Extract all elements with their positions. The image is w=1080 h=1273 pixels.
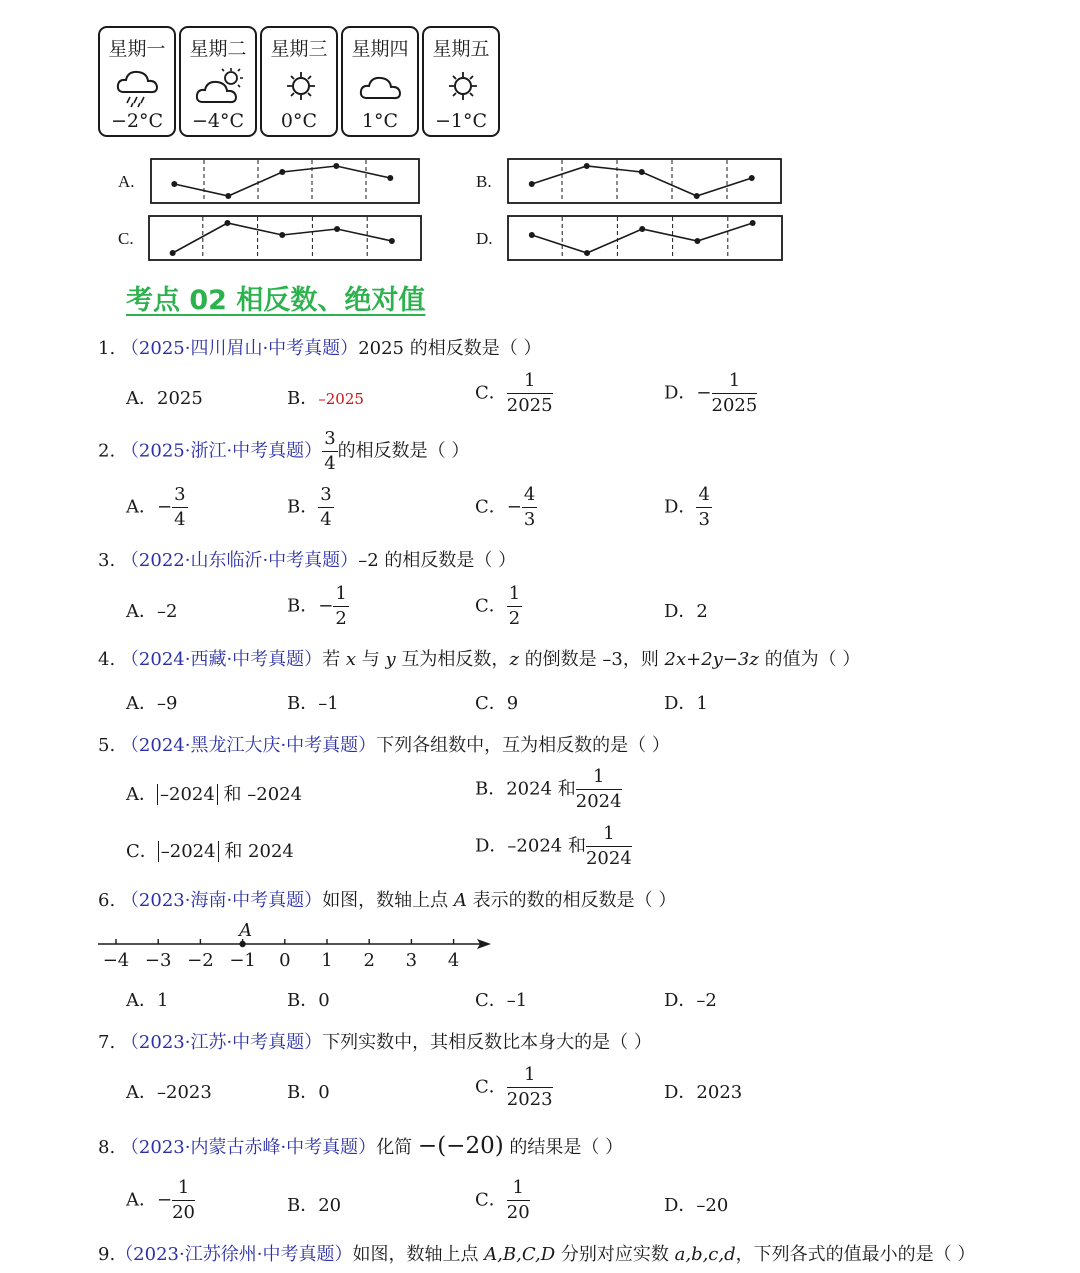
weather-temp: −2°C (110, 110, 164, 132)
chart-point (639, 226, 645, 232)
option-c[interactable]: C． –2024 和 2024 (126, 841, 294, 862)
chart-option-label: D. (476, 229, 493, 248)
option-a[interactable]: A．–2 (126, 601, 178, 622)
chart-point (639, 169, 645, 175)
option-a[interactable]: A．− $\frac{3}{4}$ (126, 484, 186, 530)
option-a[interactable]: A．–9 (126, 693, 178, 714)
question-text: –2 的相反数是（ ） (358, 550, 517, 571)
option-d[interactable]: D．–2024 和 $\frac{1}{2024}$ (475, 823, 632, 869)
weather-temp: 1°C (361, 110, 399, 132)
chart-option-b (507, 158, 782, 204)
chart-point (584, 163, 590, 169)
question-text: 的相反数是（ ） (337, 440, 470, 462)
question-2: 2. （2025·浙江·中考真题） $\frac{3}{4}$ 的相反数是（ ） (98, 428, 470, 474)
section-title: 考点 02 相反数、绝对值 (126, 285, 426, 316)
question-source: （2023·江苏·中考真题） (120, 1032, 323, 1053)
tick-label: 0 (279, 950, 291, 971)
tick-label: −1 (229, 950, 256, 971)
question-number: 1. (98, 338, 116, 359)
chart-point (279, 169, 285, 175)
question-6: 6. （2023·海南·中考真题）如图，数轴上点 A 表示的数的相反数是（ ） (98, 890, 677, 911)
option-c[interactable]: C． $\frac{1}{2023}$ (475, 1064, 553, 1110)
chart-frame (508, 216, 782, 260)
weather-day: 星期一 (108, 38, 166, 60)
question-source: （2023·内蒙古赤峰·中考真题） (120, 1137, 377, 1158)
chart-point (334, 226, 340, 232)
question-9: 9.（2023·江苏徐州·中考真题）如图，数轴上点 A,B,C,D 分别对应实数 a,b,c,d，下列各式的值最小的是（ ） (98, 1244, 976, 1265)
chart-point (387, 175, 393, 181)
chart-point (171, 181, 177, 187)
option-b[interactable]: B．0 (287, 1082, 330, 1103)
question-5 (98, 731, 670, 757)
chart-point (225, 193, 231, 199)
math-expression: 2x+2y−3z (664, 649, 759, 670)
cloud-icon (357, 66, 407, 110)
question-source: （2025·四川眉山·中考真题） (120, 338, 359, 359)
option-d[interactable]: D．–20 (664, 1195, 729, 1216)
weather-day: 星期四 (351, 38, 409, 60)
question-source: （2024·西藏·中考真题） (120, 649, 323, 670)
weather-day: 星期二 (189, 38, 247, 60)
question-source: （2024·黑龙江大庆·中考真题） (120, 735, 377, 756)
rain-cloud-icon (114, 66, 164, 110)
tick-label: −4 (102, 950, 130, 971)
tick-label: 3 (405, 950, 418, 971)
question-number: 7. (98, 1032, 116, 1053)
tick-label: 1 (321, 950, 333, 971)
question-source: （2023·海南·中考真题） (120, 890, 323, 911)
question-1 (98, 334, 541, 360)
option-c[interactable]: C． $\frac{1}{2}$ (475, 583, 521, 629)
option-c[interactable]: C． $\frac{1}{20}$ (475, 1177, 530, 1223)
option-a[interactable]: A．1 (126, 990, 169, 1011)
option-d[interactable]: D．− $\frac{1}{2025}$ (664, 370, 758, 416)
question-number: 4. (98, 649, 116, 670)
number-line (96, 918, 496, 974)
chart-option-d (507, 215, 783, 261)
option-d[interactable]: D．2023 (664, 1082, 743, 1103)
weather-temp: 0°C (280, 110, 318, 132)
tick-label: −3 (144, 950, 172, 971)
question-3 (98, 546, 516, 572)
point-label: A (239, 920, 253, 941)
question-number: 3. (98, 550, 116, 571)
chart-frame (151, 159, 419, 203)
option-c[interactable]: C．9 (475, 693, 519, 714)
option-a[interactable]: A．–2023 (126, 1082, 212, 1103)
question-text: 2025 的相反数是（ ） (358, 338, 542, 359)
question-text: 下列实数中，其相反数比本身大的是（ ） (322, 1032, 652, 1053)
chart-option-label: C. (118, 229, 134, 248)
chart-point (584, 250, 590, 256)
chart-point (333, 163, 339, 169)
question-number: 2. (98, 440, 116, 462)
weather-day: 星期五 (432, 38, 490, 60)
question-number: 5. (98, 735, 116, 756)
sun-icon (438, 66, 488, 110)
option-b[interactable]: B．–1 (287, 693, 339, 714)
question-7 (98, 1028, 652, 1054)
option-c[interactable]: C．− $\frac{4}{3}$ (475, 484, 536, 530)
chart-option-c (148, 215, 422, 261)
option-b[interactable]: B．–2025 (287, 388, 364, 409)
weather-card-thu (341, 26, 419, 137)
question-8: 8. （2023·内蒙古赤峰·中考真题）化简 −(−20) 的结果是（ ） (98, 1133, 624, 1159)
tick-label: 2 (363, 950, 375, 971)
chart-point (389, 238, 395, 244)
option-a[interactable]: A．− $\frac{1}{20}$ (126, 1177, 195, 1223)
chart-option-label: A. (118, 172, 135, 191)
sun-icon (276, 66, 326, 110)
point-a (239, 941, 245, 947)
chart-point (224, 220, 230, 226)
option-b[interactable]: B．0 (287, 990, 330, 1011)
chart-option-a (150, 158, 420, 204)
chart-point (694, 193, 700, 199)
weather-day: 星期三 (270, 38, 328, 60)
option-b[interactable]: B．− $\frac{1}{2}$ (287, 583, 347, 629)
question-source: （2022·山东临沂·中考真题） (120, 550, 359, 571)
math-expression: −(−20) (417, 1133, 504, 1159)
option-a[interactable]: A． –2024 和 –2024 (126, 784, 303, 805)
option-b[interactable]: B．2024 和 $\frac{1}{2024}$ (475, 766, 622, 812)
sun-behind-cloud-icon (195, 66, 245, 110)
option-b[interactable]: B． $\frac{3}{4}$ (287, 484, 332, 530)
chart-point (749, 175, 755, 181)
tick-label: 4 (447, 950, 460, 971)
question-source: （2025·浙江·中考真题） (120, 440, 323, 462)
weather-temp: −1°C (434, 110, 488, 132)
chart-point (170, 250, 176, 256)
chart-point (279, 232, 285, 238)
weather-card-mon (98, 26, 176, 137)
question-source: （2023·江苏徐州·中考真题） (115, 1244, 353, 1265)
option-d[interactable]: D． $\frac{4}{3}$ (664, 484, 710, 530)
option-b[interactable]: B．20 (287, 1195, 342, 1216)
option-d[interactable]: D．1 (664, 693, 708, 714)
question-number: 8. (98, 1137, 116, 1158)
question-number: 6. (98, 890, 116, 911)
weather-card-fri (422, 26, 500, 137)
weather-temp: −4°C (191, 110, 245, 132)
question-text: 下列各组数中，互为相反数的是（ ） (376, 735, 670, 756)
option-a[interactable]: A．2025 (126, 388, 203, 409)
tick-label: −2 (187, 950, 214, 971)
chart-option-label: B. (476, 172, 492, 191)
question-4: 4. （2024·西藏·中考真题）若 x 与 y 互为相反数，z 的倒数是 –3，则 2x+2y−3z 的值为（ ） (98, 649, 861, 670)
chart-point (750, 220, 756, 226)
answer-highlight: –2025 (318, 390, 364, 408)
weather-card-tue (179, 26, 257, 137)
question-number: 9. (98, 1244, 116, 1265)
option-c[interactable]: C．–1 (475, 990, 528, 1011)
chart-point (529, 181, 535, 187)
option-c[interactable]: C． $\frac{1}{2025}$ (475, 370, 553, 416)
option-d[interactable]: D．–2 (664, 990, 717, 1011)
option-d[interactable]: D．2 (664, 601, 708, 622)
weather-card-wed (260, 26, 338, 137)
chart-point (529, 232, 535, 238)
chart-point (694, 238, 700, 244)
